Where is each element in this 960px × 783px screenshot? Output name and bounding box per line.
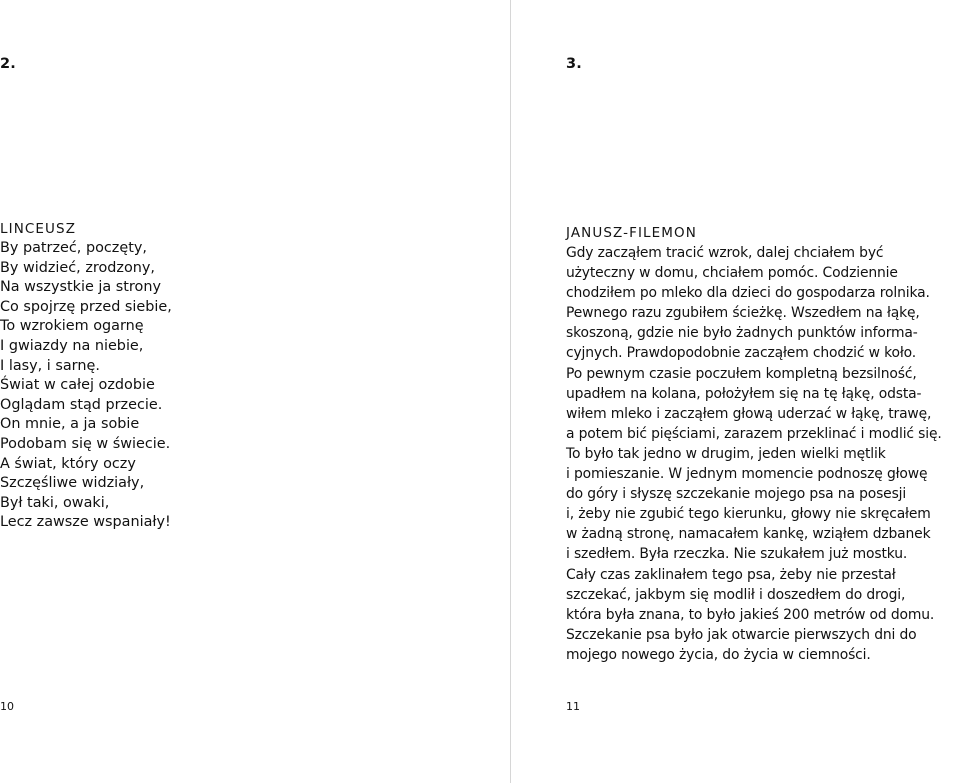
verse-line: By widzieć, zrodzony,	[0, 259, 155, 276]
verse-line: I gwiazdy na niebie,	[0, 337, 144, 354]
page-folio: 10	[0, 700, 14, 713]
verse-line: Na wszystkie ja strony	[0, 279, 161, 296]
prose-line: i szedłem. Była rzeczka. Nie szukałem już mostku.	[566, 546, 908, 563]
section-number: 3.	[566, 56, 582, 72]
prose-block	[566, 224, 960, 665]
page-folio: 11	[566, 700, 580, 713]
prose-line: która była znana, to było jakieś 200 metrów od domu.	[566, 606, 935, 623]
prose-line: a potem bić pięściami, zarazem przeklinać i modlić się.	[566, 425, 942, 442]
prose-line: chodziłem po mleko dla dzieci do gospodarza rolnika.	[566, 285, 930, 302]
prose-line: To było tak jedno w drugim, jeden wielki mętlik	[566, 445, 886, 462]
verse-line: By patrzeć, poczęty,	[0, 240, 147, 256]
verse-line: I lasy, i sarnę.	[0, 357, 100, 374]
prose-line: do góry i słyszę szczekanie mojego psa na posesji	[566, 486, 907, 503]
verse-line: Był taki, owaki,	[0, 494, 110, 511]
page-gutter	[510, 0, 511, 783]
verse-line: Podobam się w świecie.	[0, 435, 171, 452]
prose-line: Pewnego razu zgubiłem ścieżkę. Wszedłem na łąkę,	[566, 305, 920, 322]
poem-block	[0, 220, 260, 533]
verse-lines	[0, 239, 260, 533]
prose-line: szczekać, jakbym się modlił i doszedłem do drogi,	[566, 586, 906, 603]
verse-line: On mnie, a ja sobie	[0, 416, 140, 433]
prose-line: w żadną stronę, namacałem kankę, wziąłem dzbanek	[566, 526, 931, 543]
prose-lines	[566, 243, 960, 665]
prose-line: upadłem na kolana, położyłem się na tę łąkę, odsta-	[566, 385, 922, 402]
speaker-name: JANUSZ-FILEMON	[566, 225, 697, 241]
prose-line: użyteczny w domu, chciałem pomóc. Codziennie	[566, 265, 898, 282]
prose-line: wiłem mleko i zacząłem głową uderzać w łąkę, trawę,	[566, 405, 932, 422]
verse-line: Co spojrzę przed siebie,	[0, 298, 172, 315]
prose-line: Po pewnym czasie poczułem kompletną bezsilność,	[566, 365, 917, 382]
prose-line: Cały czas zaklinałem tego psa, żeby nie przestał	[566, 566, 896, 583]
prose-line: cyjnych. Prawdopodobnie zacząłem chodzić w koło.	[566, 345, 917, 362]
verse-line: Lecz zawsze wspaniały!	[0, 514, 171, 531]
speaker-name: LINCEUSZ	[0, 221, 77, 237]
prose-line: mojego nowego życia, do życia w ciemności.	[566, 646, 871, 663]
prose-line: Gdy zacząłem tracić wzrok, dalej chciałem być	[566, 245, 884, 261]
prose-line: i, żeby nie zgubić tego kierunku, głowy nie skręcałem	[566, 506, 931, 523]
verse-line: Świat w całej ozdobie	[0, 377, 155, 394]
verse-line: Oglądam stąd przecie.	[0, 396, 163, 413]
section-number: 2.	[0, 56, 16, 72]
verse-line: To wzrokiem ogarnę	[0, 318, 144, 335]
verse-line: A świat, który oczy	[0, 455, 136, 472]
prose-line: skoszoną, gdzie nie było żadnych punktów informa-	[566, 325, 918, 342]
prose-line: Szczekanie psa było jak otwarcie pierwszych dni do	[566, 626, 917, 643]
prose-line: i pomieszanie. W jednym momencie podnoszę głowę	[566, 466, 928, 483]
verse-line: Szczęśliwe widziały,	[0, 475, 145, 492]
